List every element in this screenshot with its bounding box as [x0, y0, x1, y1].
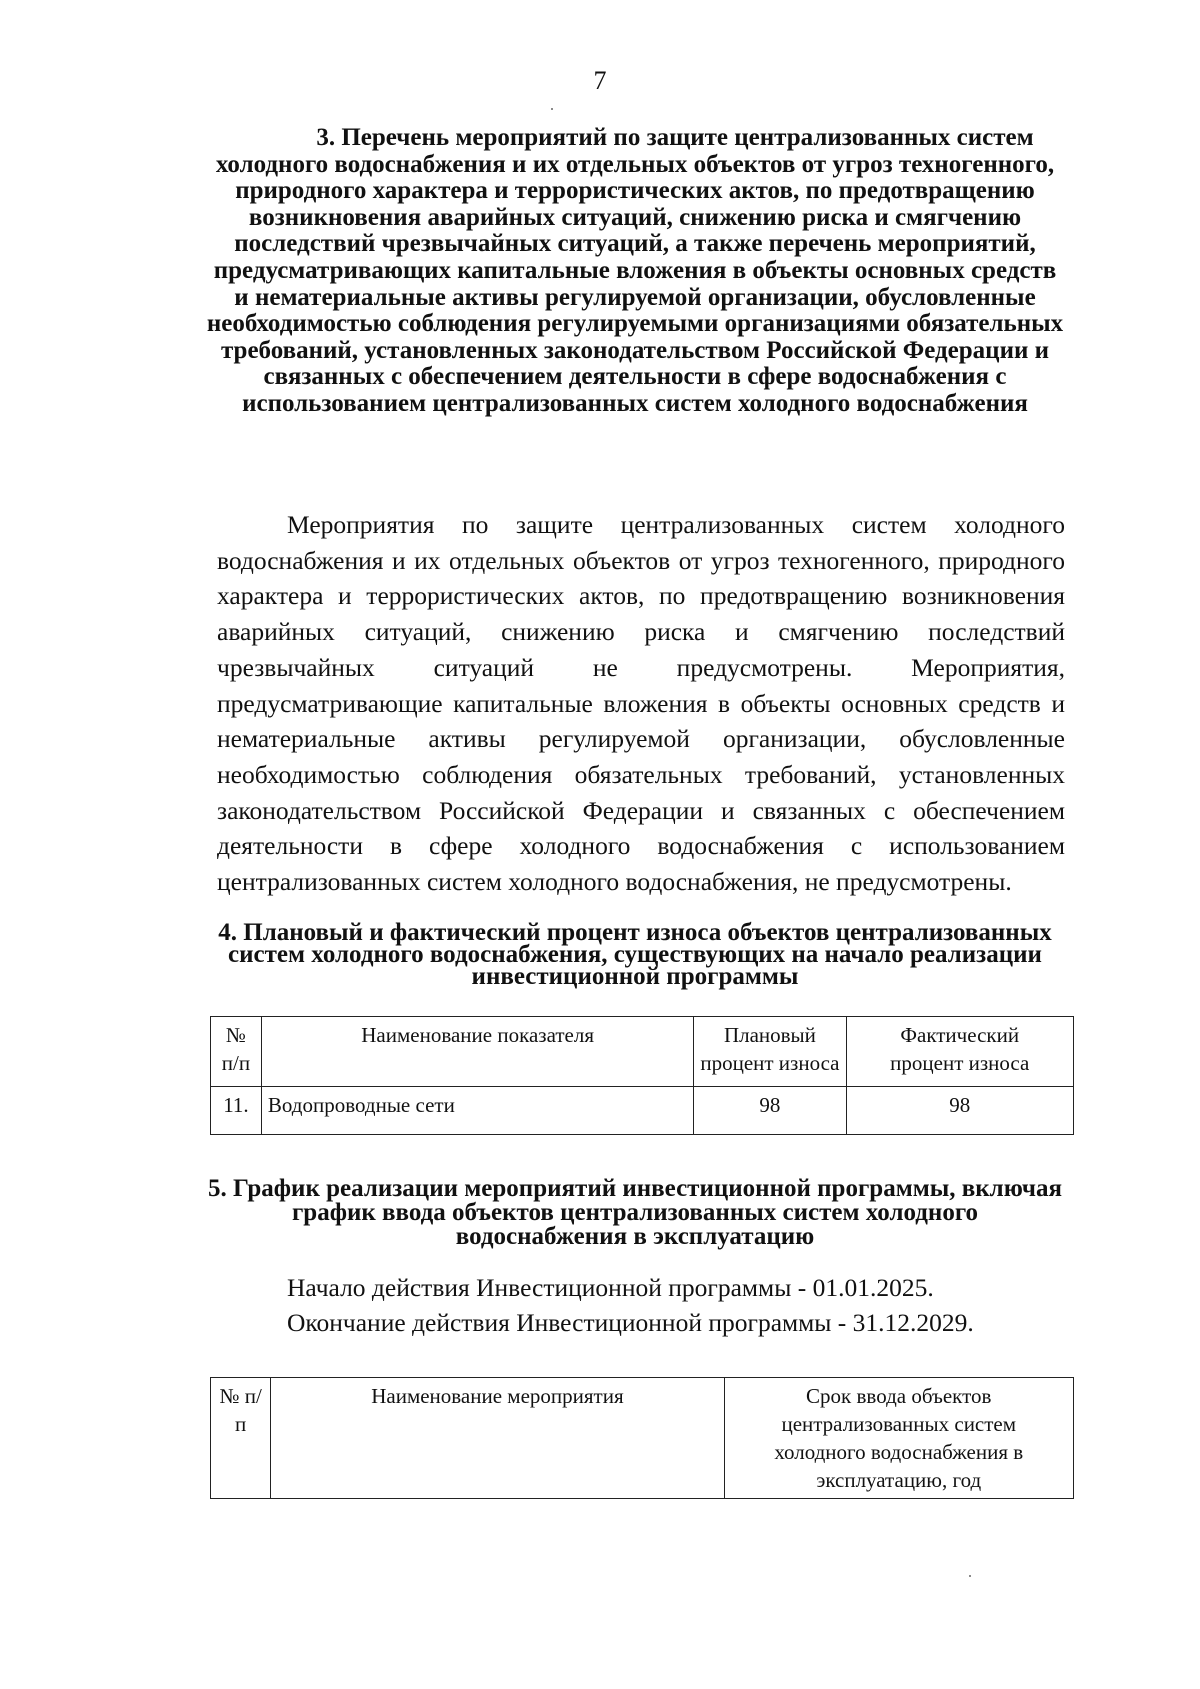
section-3-heading: 3. Перечень мероприятий по защите централизованных систем холодного водоснабжения и их отдельных объектов от угроз техногенного, природного характера и террористических актов, по предотвращению возникновения аварийных ситуаций, снижению риска и смягчению последствий чрезвычайных ситуаций, а также перечень мероприятий, предусматривающих капитальные вложения в объекты основных средств и нематериальные активы регулируемой организации, обусловленные необходимостью соблюдения регулируемыми организациями обязательных требований, установленных законодательством Российской Федерации и связанных с обеспечением деятельности в сфере водоснабжения с использованием централизованных систем холодного водоснабжения	[206, 124, 1064, 417]
program-dates	[287, 1270, 1087, 1340]
scan-speck	[969, 1575, 971, 1577]
program-start-line: Начало действия Инвестиционной программы - 01.01.2025.	[287, 1273, 934, 1302]
row-number: 11.	[211, 1087, 262, 1135]
program-end-line: Окончание действия Инвестиционной программы - 31.12.2029.	[287, 1308, 974, 1337]
header-indicator-name: Наименование показателя	[261, 1017, 693, 1087]
header-planned-percent: Плановый процент износа	[694, 1017, 846, 1087]
wear-percent-table	[210, 1016, 1074, 1135]
table-row	[211, 1087, 1074, 1135]
header-activity-name: Наименование мероприятия	[271, 1378, 724, 1499]
row-indicator-name: Водопроводные сети	[261, 1087, 693, 1135]
section-4-heading: 4. Плановый и фактический процент износа объектов централизованных систем холодного водоснабжения, существующих на начало реализации инвестиционной программы	[218, 919, 1052, 990]
row-actual-percent: 98	[846, 1087, 1074, 1135]
table-header-row	[211, 1378, 1074, 1499]
scan-speck	[551, 108, 553, 110]
header-number: № п/п	[211, 1017, 262, 1087]
section-3-paragraph: Мероприятия по защите централизованных систем холодного водоснабжения и их отдельных объектов от угроз техногенного, природного характера и террористических актов, по предотвращению возникновения аварийных ситуаций, снижению риска и смягчению последствий чрезвычайных ситуаций не предусмотрены. Мероприятия, предусматривающие капитальные вложения в объекты основных средств и нематериальные активы регулируемой организации, обусловленные необходимостью соблюдения обязательных требований, установленных законодательством Российской Федерации и связанных с обеспечением деятельности в сфере холодного водоснабжения с использованием централизованных систем холодного водоснабжения, не предусмотрены.	[217, 510, 1065, 897]
table-header-row	[211, 1017, 1074, 1087]
schedule-table	[210, 1377, 1074, 1499]
page-number: 7	[593, 66, 607, 95]
header-actual-percent: Фактический процент износа	[846, 1017, 1074, 1087]
header-commissioning-year: Срок ввода объектов централизованных систем холодного водоснабжения в эксплуатацию, год	[724, 1378, 1074, 1499]
row-planned-percent: 98	[694, 1087, 846, 1135]
header-number: № п/п	[211, 1378, 271, 1499]
section-5-heading: 5. График реализации мероприятий инвестиционной программы, включая график ввода объектов централизованных систем холодного водоснабжения в эксплуатацию	[208, 1175, 1062, 1250]
